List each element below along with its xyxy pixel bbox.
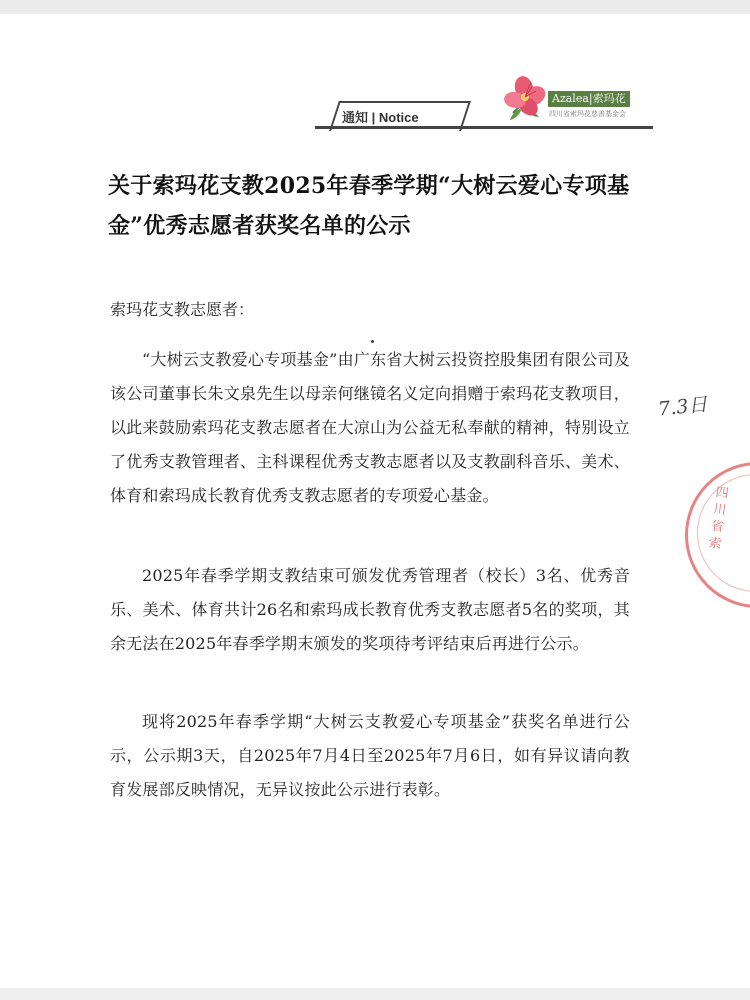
logo-name: Azalea|索玛花 (548, 91, 630, 107)
official-seal-text: 四川省索 (707, 485, 730, 553)
body-paragraph: “大树云支教爱心专项基金”由广东省大树云投资控股集团有限公司及该公司董事长朱文泉先生以母亲何继镜名义定向捐赠于索玛花支教项目，以此来鼓励索玛花支教志愿者在大凉山为公益无私奉献的精神，特别设立了优秀支教管理者、主科课程优秀支教志愿者以及支教副科音乐、美术、体育和索玛成长教育优秀支教志愿者的专项爱心基金。 (110, 350, 630, 505)
body-paragraph: 现将2025年春季学期“大树云支教爱心专项基金”获奖名单进行公示，公示期3天，自2025年7月4日至2025年7月6日，如有异议请向教育发展部反映情况，无异议按此公示进行表彰。 (110, 712, 630, 799)
handwritten-note: 7.3日 (657, 393, 709, 421)
header-divider (315, 126, 653, 129)
document-title: 关于索玛花支教2025年春季学期“大树云爱心专项基金”优秀志愿者获奖名单的公示 (108, 173, 630, 239)
azalea-flower-icon (502, 74, 550, 122)
scan-top-shadow (0, 0, 750, 14)
body-paragraph: 2025年春季学期支教结束可颁发优秀管理者（校长）3名、优秀音乐、美术、体育共计26名和索玛成长教育优秀支教志愿者5名的奖项，其余无法在2025年春季学期末颁发的奖项待考评结束后再进行公示。 (110, 566, 630, 653)
organization-logo (502, 74, 650, 122)
document-greeting: 索玛花支教志愿者： (110, 300, 255, 319)
notice-label: 通知 | Notice (342, 110, 419, 125)
scan-bottom-shadow (0, 988, 750, 1000)
logo-subtitle: 四川省索玛花慈善基金会 (549, 110, 626, 118)
